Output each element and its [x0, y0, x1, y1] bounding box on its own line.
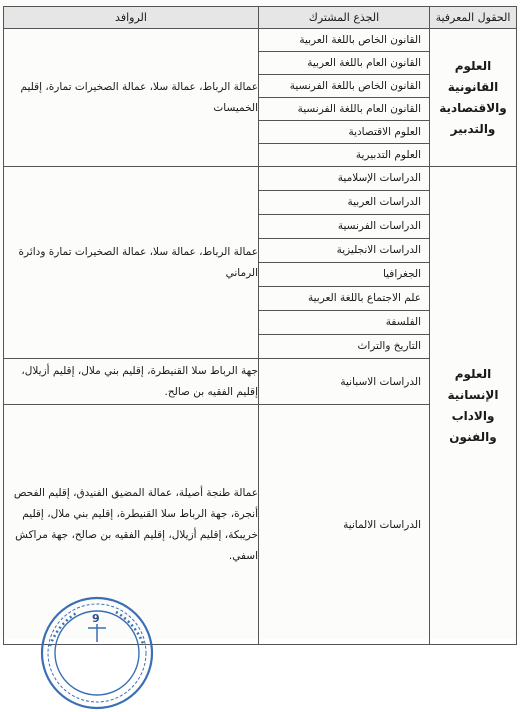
- core-item: الجغرافيا: [259, 263, 429, 287]
- table-row: [4, 29, 517, 167]
- core-item: القانون العام باللغة الفرنسية: [259, 98, 429, 121]
- tributaries-cell: عمالة طنجة أصيلة، عمالة المضيق الفنيدق، إقليم الفحص أنجرة، جهة الرباط سلا القنيطرة، إقليم بني ملال، إقليم خريبكة، إقليم أزيلال، إقليم الفقيه بن صالح، جهة مراكش اسفي.: [4, 405, 259, 645]
- core-item: الدراسات الانجليزية: [259, 239, 429, 263]
- core-item: التاريخ والتراث: [357, 340, 421, 352]
- header-tributaries: الروافد: [4, 7, 259, 29]
- core-item: الدراسات الالمانية: [343, 518, 421, 531]
- core-item: القانون الخاص باللغة العربية: [259, 29, 429, 52]
- core-item: القانون العام باللغة العربية: [259, 52, 429, 75]
- core-item: علم الاجتماع باللغة العربية: [259, 287, 429, 311]
- core-item: الدراسات الاسبانية: [340, 375, 421, 388]
- core-item: العلوم الاقتصادية: [259, 121, 429, 144]
- core-cell: [259, 167, 430, 359]
- tributaries-cell: جهة الرباط سلا القنيطرة، إقليم بني ملال، إقليم أزيلال، إقليم الفقيه بن صالح.: [4, 359, 259, 405]
- core-item: الفلسفة: [259, 311, 429, 335]
- tributaries-cell: عمالة الرباط، عمالة سلا، عمالة الصخيرات تمارة ودائرة الرماني: [4, 167, 259, 359]
- core-item: القانون الخاص باللغة الفرنسية: [259, 75, 429, 98]
- field-cell: العلوم الإنسانية والاداب والفنون: [430, 167, 517, 645]
- core-cell: [259, 405, 430, 645]
- seal-emblem: [88, 624, 106, 642]
- table-header-row: [4, 7, 517, 29]
- header-fields: الحقول المعرفية: [430, 7, 517, 29]
- core-item: العلوم التدبيرية: [355, 149, 421, 161]
- core-item: الدراسات الإسلامية: [259, 167, 429, 191]
- programs-table: [3, 6, 517, 645]
- core-cell: [259, 359, 430, 405]
- page-number: 9: [92, 612, 100, 625]
- table-row: [4, 167, 517, 359]
- field-cell: العلوم القانونية والاقتصادية والتدبير: [430, 29, 517, 167]
- core-item: الدراسات العربية: [259, 191, 429, 215]
- core-item: الدراسات الفرنسية: [259, 215, 429, 239]
- header-core: الجذع المشترك: [259, 7, 430, 29]
- tributaries-cell: عمالة الرباط، عمالة سلا، عمالة الصخيرات تمارة، إقليم الخميسات: [4, 29, 259, 167]
- core-cell: [259, 29, 430, 167]
